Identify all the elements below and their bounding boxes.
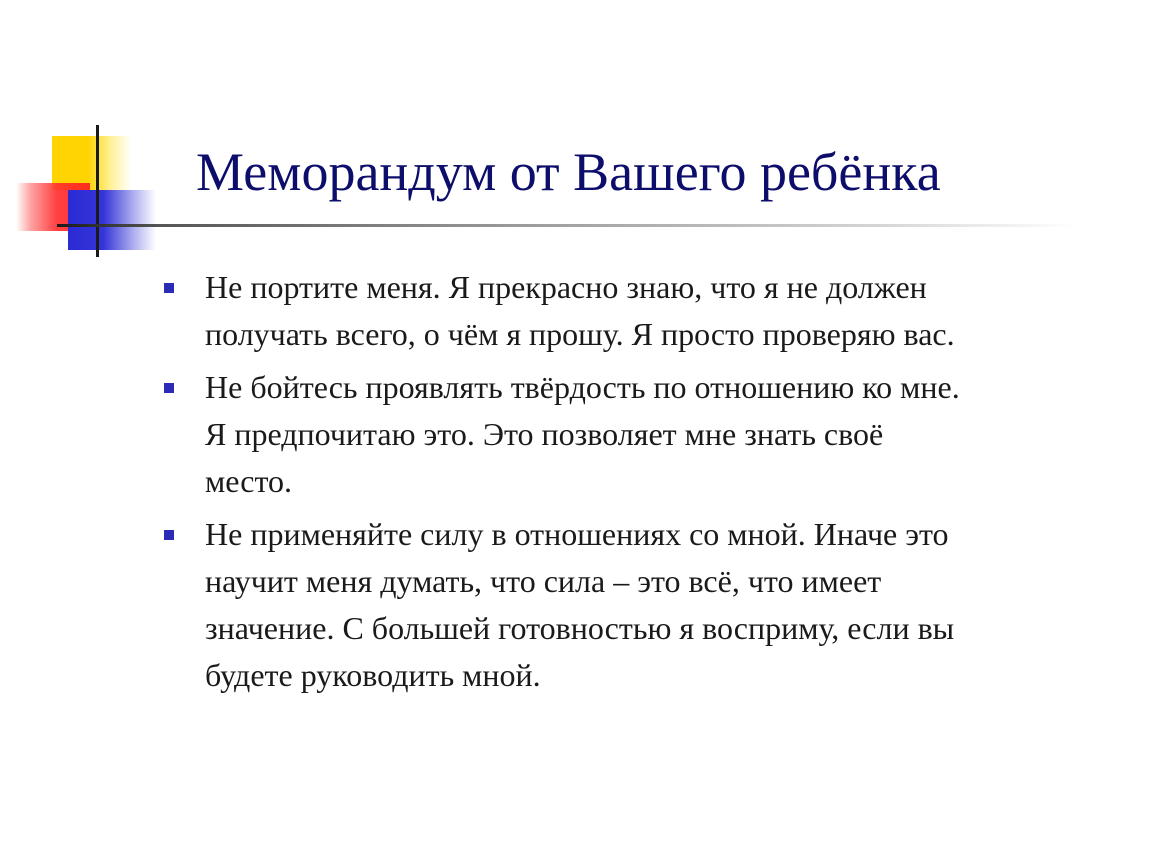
bullet-text-line: Я предпочитаю это. Это позволяет мне знать своё (205, 416, 884, 452)
square-bullet-icon (164, 530, 174, 540)
bullet-text-line: получать всего, о чём я прошу. Я просто проверяю вас. (205, 316, 955, 352)
slide-title: Меморандум от Вашего ребёнка (196, 142, 941, 202)
square-bullet-icon (164, 283, 174, 293)
bullet-list (160, 264, 1120, 705)
decorative-blue-square (68, 190, 156, 250)
bullet-text-line: Не бойтесь проявлять твёрдость по отношению ко мне. (205, 369, 960, 405)
bullet-text-line: значение. С большей готовностью я восприму, если вы (205, 610, 955, 646)
square-bullet-icon (164, 383, 174, 393)
bullet-text-line: будете руководить мной. (205, 657, 541, 693)
bullet-item-1 (160, 264, 1120, 358)
bullet-text-line: Не портите меня. Я прекрасно знаю, что я не должен (205, 269, 927, 305)
decorative-yellow-square (52, 136, 132, 190)
bullet-text-line: научит меня думать, что сила – это всё, что имеет (205, 563, 882, 599)
bullet-text-line: место. (205, 463, 293, 499)
bullet-item-3 (160, 511, 1120, 699)
title-underline-divider (57, 224, 1077, 227)
bullet-text-line: Не применяйте силу в отношениях со мной. Иначе это (205, 516, 949, 552)
decorative-vertical-line (96, 125, 99, 257)
bullet-item-2 (160, 364, 1120, 505)
